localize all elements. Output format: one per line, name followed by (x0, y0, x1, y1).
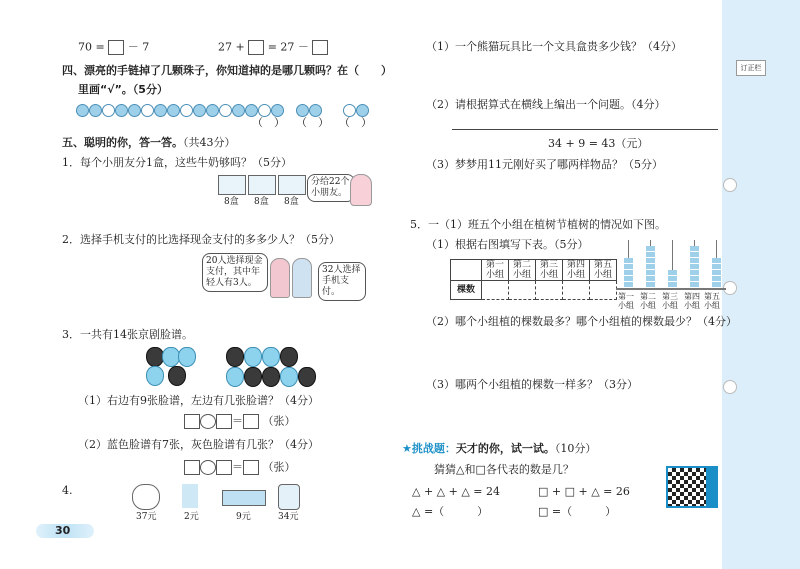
right-question-3: （3）梦梦用11元刚好买了哪两样物品？（5分） (426, 158, 663, 171)
option-paren-1[interactable]: （ ） (252, 116, 285, 129)
page-number: 30 (55, 524, 71, 537)
abacus-label: 第三小组 (662, 292, 678, 310)
problem-3-q1: （1）右边有9张脸谱，左边有几张脸谱？（4分） (78, 394, 319, 407)
question-5-part-3: （3）哪两个小组植的棵数一样多？（3分） (426, 378, 638, 391)
question-5-part-1: （1）根据右图填写下表。（5分） (426, 238, 589, 251)
answer-box[interactable] (216, 414, 232, 429)
question-4-line2: 里画“√”。（5分） (78, 83, 168, 96)
answer-box[interactable] (312, 40, 328, 55)
answer-box[interactable] (184, 460, 200, 475)
problem-3: 3．一共有14张京剧脸谱。 (62, 328, 193, 341)
binding-hole (723, 178, 737, 192)
qr-label-strip (706, 466, 718, 508)
equation-square: □ + □ + △ = 26 (538, 485, 630, 498)
operator-circle[interactable] (200, 460, 216, 475)
option-paren-2[interactable]: （ ） (296, 116, 329, 129)
challenge-header: ★挑战题：天才的你，试一试。（10分） (402, 442, 597, 455)
milk-box-icon (248, 175, 276, 195)
equation-2: 27 + = 27 － (218, 40, 328, 55)
equation-1: 70 = － 7 (78, 40, 150, 54)
answer-box[interactable] (108, 40, 124, 55)
qr-code-icon[interactable] (666, 466, 708, 508)
abacus-label: 第一小组 (618, 292, 634, 310)
operator-circle[interactable] (200, 414, 216, 429)
table-cell-input[interactable] (590, 281, 617, 300)
price-label: 37元 (136, 512, 157, 522)
question-5-title-right: 5．一（1）班五个小组在植树节植树的情况如下图。 (410, 218, 666, 231)
answer-box[interactable] (243, 414, 259, 429)
answer-box[interactable] (243, 460, 259, 475)
question-5-part-2: （2）哪个小组植的棵数最多？哪个小组植的棵数最少？（4分） (426, 315, 737, 328)
tree-table: 第一小组 第二小组 第三小组 第四小组 第五小组 棵数 (450, 259, 617, 300)
equation-triangle: △ + △ + △ = 24 (412, 485, 501, 498)
price-label: 9元 (236, 512, 251, 522)
right-question-1: （1）一个熊猫玩具比一个文具盒贵多少钱？（4分） (426, 40, 682, 53)
milk-box-icon (278, 175, 306, 195)
correction-tab: 订正栏 (736, 60, 766, 76)
option-paren-3[interactable]: （ ） (339, 116, 372, 129)
answer-box[interactable] (248, 40, 264, 55)
question-5-title: 五、聪明的你，答一答。（共43分） (62, 136, 236, 149)
kettle-icon (278, 484, 300, 510)
answer-box[interactable] (184, 414, 200, 429)
question-4-line1: 四、漂亮的手链掉了几颗珠子，你知道掉的是哪几颗吗？在（ ） (62, 64, 392, 77)
panda-toy-icon (132, 484, 160, 510)
milk-box-icon (218, 175, 246, 195)
table-cell-input[interactable] (563, 281, 590, 300)
problem-4: 4. (62, 484, 73, 497)
problem-2: 2．选择手机支付的比选择现金支付的多多少人？（5分） (62, 233, 340, 246)
price-label: 34元 (278, 512, 299, 522)
answer-row-2: ＝ （张） (184, 460, 296, 475)
right-question-2: （2）请根据算式在横线上编出一个问题。（4分） (426, 98, 666, 111)
answer-triangle[interactable]: △ =（ ） (412, 505, 489, 518)
price-label: 2元 (184, 512, 199, 522)
challenge-question: 猜猜△和□各代表的数是几？ (434, 463, 574, 476)
table-cell-input[interactable] (509, 281, 536, 300)
table-cell-input[interactable] (536, 281, 563, 300)
problem-1: 1．每个小朋友分1盒，这些牛奶够吗？（5分） (62, 156, 292, 169)
girl-avatar (350, 174, 372, 206)
binding-hole (723, 380, 737, 394)
problem-3-q2: （2）蓝色脸谱有7张，灰色脸谱有几张？（4分） (78, 438, 319, 451)
milk-label: 8盒 (254, 197, 269, 207)
abacus-label: 第五小组 (704, 292, 720, 310)
milk-label: 8盒 (284, 197, 299, 207)
abacus-label: 第二小组 (640, 292, 656, 310)
abacus-label: 第四小组 (684, 292, 700, 310)
speech-bubble: 分给22个小朋友。 (307, 174, 355, 202)
pencil-icon (182, 484, 198, 508)
pencil-case-icon (222, 490, 266, 506)
answer-square[interactable]: □ =（ ） (538, 505, 617, 518)
child-avatar (270, 258, 290, 298)
speech-bubble: 20人选择现金支付，其中年轻人有3人。 (202, 253, 268, 292)
table-cell-input[interactable] (482, 281, 509, 300)
given-equation: 34 + 9 = 43（元） (548, 137, 649, 150)
answer-row-1: ＝ （张） (184, 414, 296, 429)
milk-label: 8盒 (224, 197, 239, 207)
answer-line[interactable] (452, 129, 718, 130)
child-avatar (292, 258, 312, 298)
speech-bubble: 32人选择手机支付。 (318, 262, 366, 301)
answer-box[interactable] (216, 460, 232, 475)
